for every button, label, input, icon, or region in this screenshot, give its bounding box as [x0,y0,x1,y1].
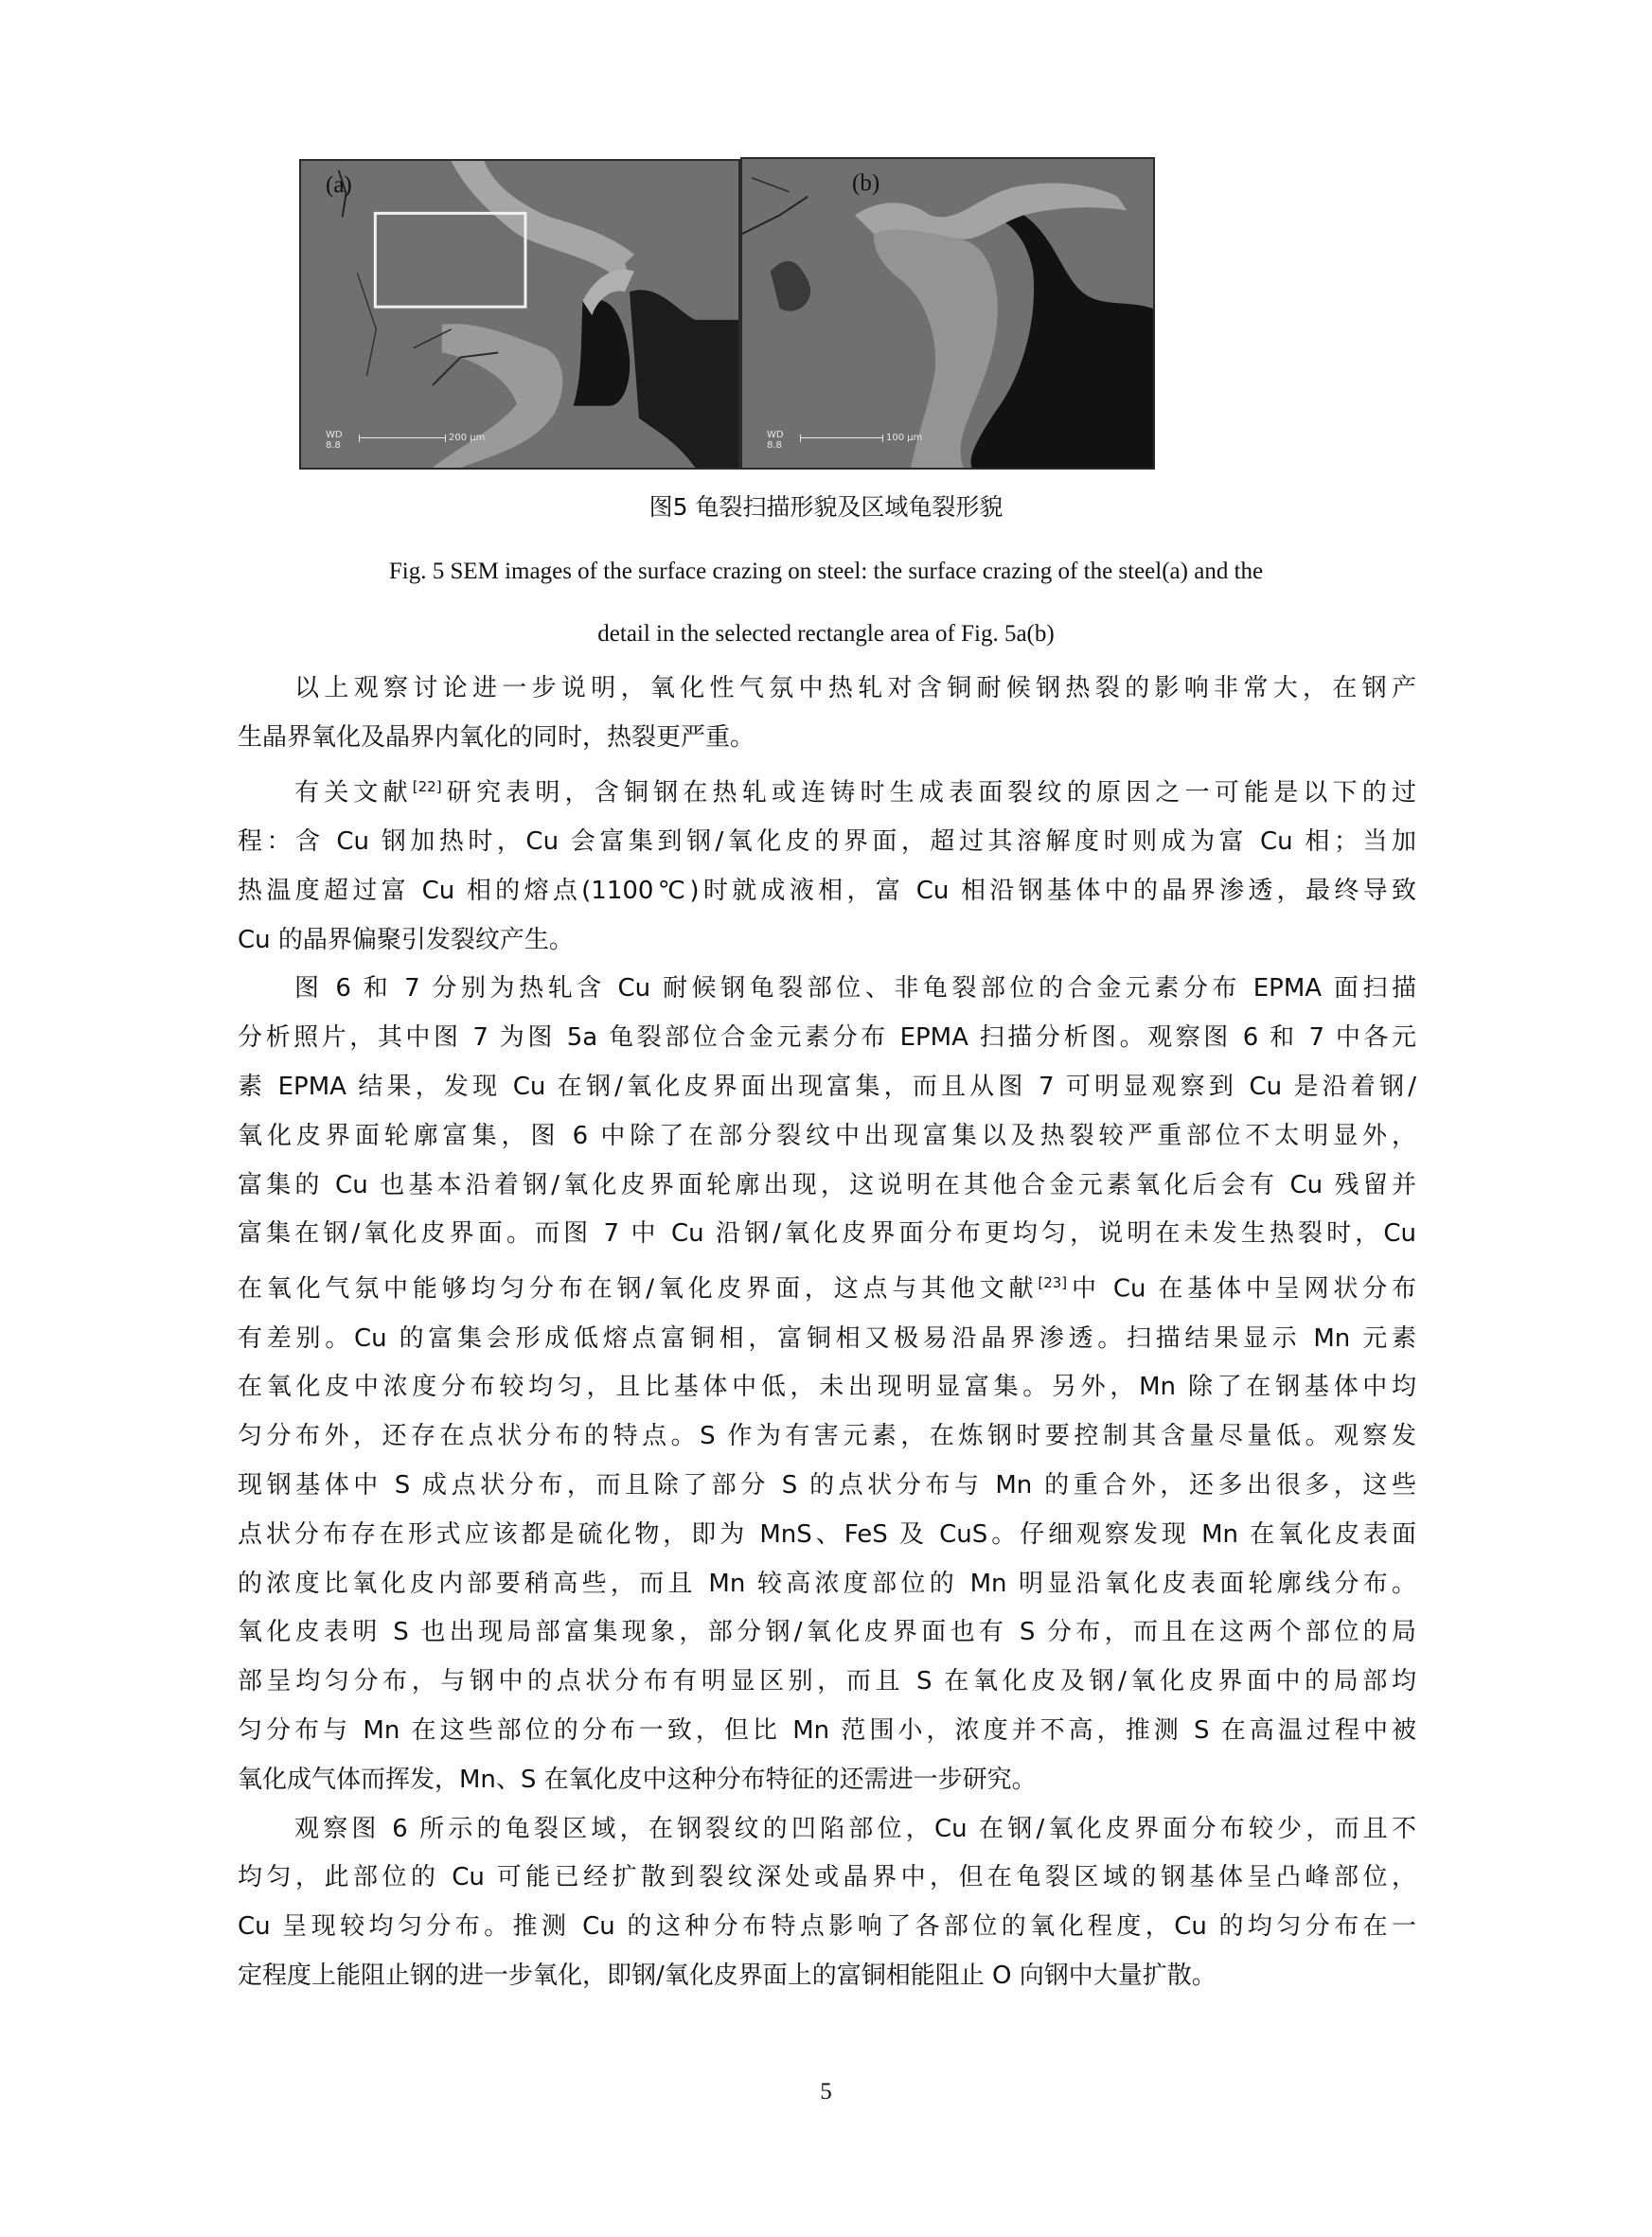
text-line: 氧化皮表明 S 也出现局部富集现象，部分钢/氧化皮界面也有 S 分布，而且在这两个部位的局 [238,1618,1416,1647]
text-line: 热温度超过富 Cu 相的熔点(1100℃)时就成液相，富 Cu 相沿钢基体中的晶界渗透，最终导致 [238,876,1416,905]
text-line: 氧化皮界面轮廓富集，图 6 中除了在部分裂纹中出现富集以及热裂较严重部位不太明显外， [238,1121,1416,1150]
paragraph [238,1805,1416,2001]
text-line: 部呈均匀分布，与钢中的点状分布有明显区别，而且 S 在氧化皮及钢/氧化皮界面中的局部均 [238,1667,1416,1696]
text-line: 分析照片，其中图 7 为图 5a 龟裂部位合金元素分布 EPMA 扫描分析图。观察图 6 和 7 中各元 [238,1023,1416,1053]
sem-image-a-graphic [301,161,738,468]
scale-bar-a [326,430,485,451]
scale-value-a: 200 μm [448,433,486,443]
figure-caption-chinese: 图5 龟裂扫描形貌及区域龟裂形貌 [648,493,1004,521]
paragraph [238,763,1416,966]
figure-caption-english-line-2: detail in the selected rectangle area of Fig. 5a(b) [597,621,1055,647]
text-line: 有关文献[22]研究表明，含铜钢在热轧或连铸时生成表面裂纹的原因之一可能是以下的过 [294,777,1416,808]
wd-label-a: WD [326,430,343,440]
scale-bar-b-line [800,433,923,443]
text-line: 图 6 和 7 分别为热轧含 Cu 耐候钢龟裂部位、非龟裂部位的合金元素分布 EPMA 面扫描 [294,974,1416,1003]
sem-image-b-graphic [742,159,1153,468]
text-line: 在氧化气氛中能够均匀分布在钢/氧化皮界面，这点与其他文献[23]中 Cu 在基体中呈网状分布 [238,1274,1416,1304]
wd-label-b: WD [767,430,784,440]
paragraph [238,965,1416,1804]
sem-image-panel-b [740,157,1155,470]
text-line: 匀分布外，还存在点状分布的特点。S 作为有害元素，在炼钢时要控制其含量尽量低。观察发 [238,1422,1416,1451]
text-line: 程：含 Cu 钢加热时，Cu 会富集到钢/氧化皮的界面，超过其溶解度时则成为富 Cu 相；当加 [238,827,1416,857]
wd-value-b: 8.8 [767,440,782,451]
scale-bar-a-line [359,433,486,443]
text-line: Cu 呈现较均匀分布。推测 Cu 的这种分布特点影响了各部位的氧化程度，Cu 的均匀分布在一 [238,1912,1416,1942]
text-line: 富集的 Cu 也基本沿着钢/氧化皮界面轮廓出现，这说明在其他合金元素氧化后会有 Cu 残留并 [238,1170,1416,1199]
text-line: 定程度上能阻止钢的进一步氧化，即钢/氧化皮界面上的富铜相能阻止 O 向钢中大量扩散。 [238,1962,1217,1991]
text-line: 观察图 6 所示的龟裂区域，在钢裂纹的凹陷部位，Cu 在钢/氧化皮界面分布较少，而且不 [294,1814,1416,1843]
text-line: 点状分布存在形式应该都是硫化物，即为 MnS、FeS 及 CuS。仔细观察发现 Mn 在氧化皮表面 [238,1519,1416,1549]
text-line: 氧化成气体而挥发，Mn、S 在氧化皮中这种分布特征的还需进一步研究。 [238,1765,1037,1794]
body-text [238,665,1416,2001]
text-line: 匀分布与 Mn 在这些部位的分布一致，但比 Mn 范围小，浓度并不高，推测 S 在高温过程中被 [238,1716,1416,1746]
text-line: 有差别。Cu 的富集会形成低熔点富铜相，富铜相又极易沿晶界渗透。扫描结果显示 Mn 元素 [238,1323,1416,1353]
scale-value-b: 100 μm [885,433,923,443]
text-line: 的浓度比氧化皮内部要稍高些，而且 Mn 较高浓度部位的 Mn 明显沿氧化皮表面轮廓线分布。 [238,1569,1416,1598]
scale-bar-b [767,430,922,451]
text-line: 以上观察讨论进一步说明，氧化性气氛中热轧对含铜耐候钢热裂的影响非常大，在钢产 [294,674,1416,702]
wd-value-a: 8.8 [326,440,341,451]
paragraph [238,665,1416,763]
figure-caption-english-line-1: Fig. 5 SEM images of the surface crazing on steel: the surface crazing of the steel(a) and the [388,559,1264,584]
text-line: 富集在钢/氧化皮界面。而图 7 中 Cu 沿钢/氧化皮界面分布更均匀，说明在未发生热裂时，Cu [238,1219,1416,1249]
figure-5 [299,159,1155,470]
sem-image-panel-a [299,159,740,470]
text-line: 现钢基体中 S 成点状分布，而且除了部分 S 的点状分布与 Mn 的重合外，还多出很多，这些 [238,1471,1416,1500]
text-line: 在氧化皮中浓度分布较均匀，且比基体中低，未出现明显富集。另外，Mn 除了在钢基体中均 [238,1373,1416,1402]
panel-b-label: (b) [852,170,880,196]
text-line: Cu 的晶界偏聚引发裂纹产生。 [238,925,574,954]
page-number: 5 [820,2079,832,2104]
text-line: 生晶界氧化及晶界内氧化的同时，热裂更严重。 [238,722,755,752]
scale-bar-a-wd [326,430,343,451]
text-line: 均匀，此部位的 Cu 可能已经扩散到裂纹深处或晶界中，但在龟裂区域的钢基体呈凸峰部位， [238,1863,1416,1892]
scale-bar-b-wd [767,430,784,451]
panel-a-label: (a) [326,172,352,198]
text-line: 素 EPMA 结果，发现 Cu 在钢/氧化皮界面出现富集，而且从图 7 可明显观察到 Cu 是沿着钢/ [238,1073,1416,1102]
